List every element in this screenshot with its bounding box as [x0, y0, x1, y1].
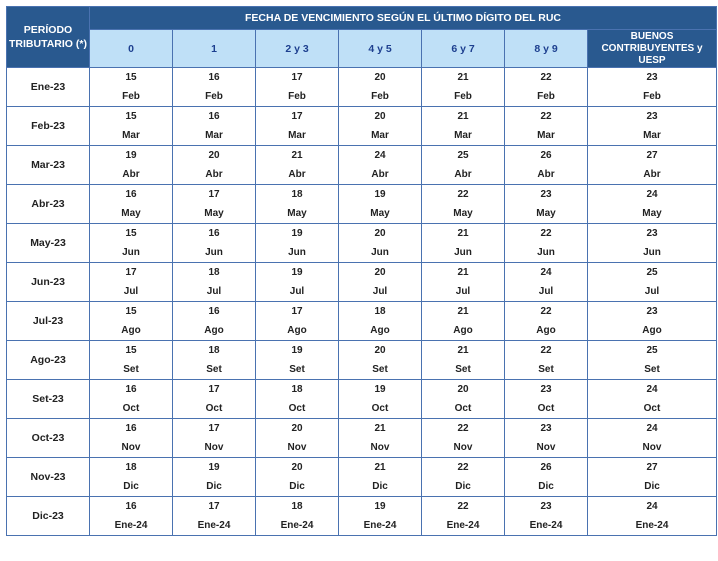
due-month: Jun	[122, 247, 140, 258]
due-date-cell	[173, 107, 256, 146]
due-day: 27	[646, 150, 658, 161]
due-day: 15	[125, 72, 137, 83]
due-day: 18	[208, 345, 220, 356]
period-cell: Abr-23	[7, 185, 90, 224]
due-day: 20	[291, 423, 303, 434]
due-day: 15	[125, 228, 137, 239]
due-month: Ene-24	[529, 520, 563, 531]
due-month: Nov	[287, 442, 307, 453]
due-month: Jun	[454, 247, 472, 258]
due-date-cell	[339, 224, 422, 263]
due-date-group-header: FECHA DE VENCIMIENTO SEGÚN EL ÚLTIMO DÍGITO DEL RUC	[90, 7, 717, 30]
due-day: 16	[208, 306, 220, 317]
due-month: May	[204, 208, 224, 219]
due-day: 17	[291, 111, 303, 122]
due-day: 17	[125, 267, 137, 278]
due-date-cell	[505, 185, 588, 224]
due-day: 22	[457, 423, 469, 434]
column-header-buenos-contribuyentes: BUENOS CONTRIBUYENTES y UESP	[588, 30, 717, 68]
due-month: Ene-24	[363, 520, 397, 531]
due-month: Feb	[122, 91, 140, 102]
period-cell: Ene-23	[7, 68, 90, 107]
due-date-cell	[588, 341, 717, 380]
due-month: Set	[123, 364, 139, 375]
due-date-cell	[505, 107, 588, 146]
due-day: 22	[540, 306, 552, 317]
period-cell: Set-23	[7, 380, 90, 419]
due-day: 20	[457, 384, 469, 395]
due-month: Jun	[288, 247, 306, 258]
due-date-cell	[505, 68, 588, 107]
due-date-cell	[256, 380, 339, 419]
table-row	[7, 380, 717, 419]
due-month: Dic	[123, 481, 139, 492]
due-month: Abr	[122, 169, 140, 180]
due-day: 25	[457, 150, 469, 161]
due-month: Abr	[205, 169, 223, 180]
due-month: Dic	[644, 481, 660, 492]
due-month: Ago	[204, 325, 224, 336]
due-date-cell	[256, 419, 339, 458]
due-date-cell	[256, 146, 339, 185]
due-month: Oct	[122, 403, 140, 414]
due-month: Feb	[454, 91, 472, 102]
period-cell: Ago-23	[7, 341, 90, 380]
column-header-digit-8-9: 8 y 9	[505, 30, 588, 68]
due-date-cell	[339, 419, 422, 458]
due-date-cell	[256, 107, 339, 146]
due-month: Feb	[288, 91, 306, 102]
period-cell: Jun-23	[7, 263, 90, 302]
due-date-cell	[339, 146, 422, 185]
due-month: Abr	[454, 169, 472, 180]
due-day: 23	[540, 384, 552, 395]
due-date-cell	[588, 380, 717, 419]
due-date-cell	[588, 107, 717, 146]
due-month: Mar	[454, 130, 472, 141]
due-date-cell	[90, 497, 173, 536]
due-day: 27	[646, 462, 658, 473]
due-date-cell	[173, 185, 256, 224]
due-month: Set	[289, 364, 305, 375]
due-day: 20	[291, 462, 303, 473]
due-month: Mar	[537, 130, 555, 141]
due-day: 21	[457, 72, 469, 83]
due-month: May	[536, 208, 556, 219]
due-month: Feb	[643, 91, 661, 102]
column-header-digit-0: 0	[90, 30, 173, 68]
due-month: Nov	[536, 442, 556, 453]
due-day: 22	[457, 189, 469, 200]
due-date-cell	[505, 458, 588, 497]
due-date-cell	[505, 380, 588, 419]
due-date-cell	[588, 146, 717, 185]
due-date-cell	[505, 146, 588, 185]
due-date-cell	[256, 497, 339, 536]
due-day: 23	[540, 189, 552, 200]
table-row	[7, 419, 717, 458]
due-month: Dic	[455, 481, 471, 492]
due-date-cell	[256, 224, 339, 263]
due-date-cell	[173, 263, 256, 302]
due-date-cell	[422, 224, 505, 263]
due-date-cell	[90, 107, 173, 146]
due-date-cell	[90, 380, 173, 419]
due-month: Nov	[642, 442, 662, 453]
due-month: Jun	[643, 247, 661, 258]
due-day: 22	[457, 501, 469, 512]
due-day: 19	[291, 267, 303, 278]
due-day: 25	[646, 267, 658, 278]
due-day: 17	[208, 384, 220, 395]
due-month: Abr	[643, 169, 661, 180]
due-date-cell	[588, 419, 717, 458]
due-day: 18	[291, 189, 303, 200]
due-month: Feb	[205, 91, 223, 102]
due-day: 16	[125, 189, 137, 200]
due-date-cell	[422, 263, 505, 302]
due-day: 18	[291, 384, 303, 395]
due-day: 16	[208, 228, 220, 239]
due-day: 15	[125, 345, 137, 356]
due-month: Jun	[205, 247, 223, 258]
due-date-cell	[588, 263, 717, 302]
due-day: 17	[291, 72, 303, 83]
due-month: Jul	[372, 286, 388, 297]
due-date-cell	[422, 458, 505, 497]
due-month: Ago	[453, 325, 473, 336]
due-date-cell	[173, 224, 256, 263]
due-month: Abr	[288, 169, 306, 180]
due-date-cell	[90, 263, 173, 302]
due-month: Mar	[288, 130, 306, 141]
due-month: Set	[206, 364, 222, 375]
due-date-cell	[505, 497, 588, 536]
column-header-digit-4-5: 4 y 5	[339, 30, 422, 68]
due-day: 21	[457, 111, 469, 122]
due-day: 21	[374, 423, 386, 434]
table-row	[7, 341, 717, 380]
due-day: 21	[291, 150, 303, 161]
due-day: 23	[646, 111, 658, 122]
due-month: Ene-24	[446, 520, 480, 531]
due-date-cell	[339, 185, 422, 224]
due-month: Jul	[538, 286, 554, 297]
due-date-cell	[173, 497, 256, 536]
due-month: Ene-24	[635, 520, 669, 531]
column-header-digit-6-7: 6 y 7	[422, 30, 505, 68]
due-date-cell	[422, 185, 505, 224]
due-day: 16	[125, 423, 137, 434]
due-day: 20	[374, 228, 386, 239]
due-day: 24	[646, 501, 658, 512]
due-month: Nov	[121, 442, 141, 453]
due-day: 19	[291, 345, 303, 356]
due-month: Set	[644, 364, 660, 375]
due-month: Nov	[453, 442, 473, 453]
due-month: Oct	[288, 403, 306, 414]
due-day: 24	[646, 423, 658, 434]
due-day: 20	[374, 72, 386, 83]
due-month: Abr	[371, 169, 389, 180]
due-date-cell	[256, 263, 339, 302]
due-date-cell	[90, 341, 173, 380]
due-month: Nov	[204, 442, 224, 453]
period-cell: Jul-23	[7, 302, 90, 341]
column-header-digit-1: 1	[173, 30, 256, 68]
table-row	[7, 302, 717, 341]
due-month: May	[287, 208, 307, 219]
due-day: 23	[540, 501, 552, 512]
due-date-cell	[90, 68, 173, 107]
due-day: 22	[540, 111, 552, 122]
due-day: 22	[540, 345, 552, 356]
due-month: Dic	[289, 481, 305, 492]
due-day: 19	[374, 501, 386, 512]
due-month: May	[370, 208, 390, 219]
schedule-table-container	[6, 6, 717, 536]
due-month: Oct	[537, 403, 555, 414]
period-cell: Nov-23	[7, 458, 90, 497]
due-month: Ago	[370, 325, 390, 336]
due-date-table	[6, 6, 717, 536]
due-date-cell	[256, 185, 339, 224]
due-day: 16	[208, 72, 220, 83]
due-day: 17	[291, 306, 303, 317]
table-row	[7, 497, 717, 536]
due-date-cell	[256, 68, 339, 107]
due-date-cell	[256, 458, 339, 497]
due-day: 20	[208, 150, 220, 161]
due-date-cell	[339, 458, 422, 497]
due-date-cell	[422, 419, 505, 458]
due-day: 21	[374, 462, 386, 473]
header-row-digits	[7, 30, 717, 68]
due-date-cell	[339, 68, 422, 107]
due-month: Set	[538, 364, 554, 375]
due-month: Oct	[643, 403, 661, 414]
due-month: Jul	[644, 286, 660, 297]
due-day: 18	[291, 501, 303, 512]
due-month: Ago	[121, 325, 141, 336]
table-row	[7, 458, 717, 497]
due-day: 17	[208, 189, 220, 200]
header-row-top	[7, 7, 717, 30]
due-date-cell	[588, 224, 717, 263]
due-day: 19	[291, 228, 303, 239]
due-date-cell	[173, 458, 256, 497]
due-month: Mar	[205, 130, 223, 141]
due-day: 23	[646, 228, 658, 239]
due-month: Dic	[206, 481, 222, 492]
due-date-cell	[505, 224, 588, 263]
due-month: Jul	[123, 286, 139, 297]
due-date-cell	[256, 341, 339, 380]
due-month: Ene-24	[114, 520, 148, 531]
due-date-cell	[173, 146, 256, 185]
due-month: Mar	[371, 130, 389, 141]
due-date-cell	[173, 419, 256, 458]
due-date-cell	[505, 263, 588, 302]
due-month: Jul	[206, 286, 222, 297]
due-month: Dic	[372, 481, 388, 492]
due-month: Oct	[371, 403, 389, 414]
due-month: Mar	[643, 130, 661, 141]
due-day: 24	[646, 384, 658, 395]
due-date-cell	[90, 146, 173, 185]
due-day: 18	[374, 306, 386, 317]
due-date-cell	[422, 68, 505, 107]
period-cell: Mar-23	[7, 146, 90, 185]
due-date-cell	[422, 341, 505, 380]
due-day: 26	[540, 462, 552, 473]
due-date-cell	[339, 302, 422, 341]
due-day: 24	[646, 189, 658, 200]
due-day: 18	[208, 267, 220, 278]
due-month: Jun	[371, 247, 389, 258]
due-month: May	[642, 208, 662, 219]
due-day: 19	[374, 384, 386, 395]
due-day: 21	[457, 228, 469, 239]
due-month: Oct	[205, 403, 223, 414]
due-date-cell	[173, 341, 256, 380]
due-date-cell	[339, 263, 422, 302]
due-date-cell	[588, 302, 717, 341]
due-date-cell	[339, 107, 422, 146]
due-month: Oct	[454, 403, 472, 414]
table-row	[7, 107, 717, 146]
due-day: 19	[125, 150, 137, 161]
due-date-cell	[422, 380, 505, 419]
due-month: Mar	[122, 130, 140, 141]
due-date-cell	[422, 302, 505, 341]
table-row	[7, 263, 717, 302]
due-date-cell	[256, 302, 339, 341]
due-date-cell	[173, 380, 256, 419]
due-month: Ago	[536, 325, 556, 336]
due-month: Jul	[455, 286, 471, 297]
due-month: Abr	[537, 169, 555, 180]
due-date-cell	[505, 341, 588, 380]
due-month: May	[121, 208, 141, 219]
due-date-cell	[422, 497, 505, 536]
due-date-cell	[588, 185, 717, 224]
due-day: 19	[374, 189, 386, 200]
due-day: 22	[540, 72, 552, 83]
due-day: 16	[125, 384, 137, 395]
column-header-digit-2-3: 2 y 3	[256, 30, 339, 68]
due-day: 16	[125, 501, 137, 512]
table-row	[7, 224, 717, 263]
due-day: 21	[457, 345, 469, 356]
due-day: 26	[540, 150, 552, 161]
due-month: Ene-24	[197, 520, 231, 531]
due-date-cell	[422, 146, 505, 185]
due-day: 22	[457, 462, 469, 473]
period-cell: May-23	[7, 224, 90, 263]
due-date-cell	[339, 497, 422, 536]
due-date-cell	[422, 107, 505, 146]
due-day: 23	[540, 423, 552, 434]
due-month: Feb	[537, 91, 555, 102]
due-month: May	[453, 208, 473, 219]
due-date-cell	[339, 380, 422, 419]
table-row	[7, 146, 717, 185]
due-date-cell	[90, 302, 173, 341]
due-date-cell	[173, 68, 256, 107]
due-day: 21	[457, 306, 469, 317]
due-day: 22	[540, 228, 552, 239]
due-date-cell	[505, 302, 588, 341]
due-day: 18	[125, 462, 137, 473]
due-month: Set	[372, 364, 388, 375]
due-date-cell	[90, 224, 173, 263]
due-date-cell	[588, 497, 717, 536]
table-header	[7, 7, 717, 68]
period-column-header: PERÍODO TRIBUTARIO (*)	[7, 7, 90, 68]
due-day: 19	[208, 462, 220, 473]
due-month: Ago	[287, 325, 307, 336]
due-day: 20	[374, 111, 386, 122]
table-row	[7, 185, 717, 224]
due-day: 16	[208, 111, 220, 122]
due-date-cell	[173, 302, 256, 341]
due-month: Ene-24	[280, 520, 314, 531]
due-day: 20	[374, 345, 386, 356]
period-cell: Feb-23	[7, 107, 90, 146]
table-body	[7, 68, 717, 536]
due-month: Jun	[537, 247, 555, 258]
due-month: Nov	[370, 442, 390, 453]
due-date-cell	[505, 419, 588, 458]
due-date-cell	[339, 341, 422, 380]
due-day: 21	[457, 267, 469, 278]
due-day: 25	[646, 345, 658, 356]
due-date-cell	[588, 458, 717, 497]
due-month: Dic	[538, 481, 554, 492]
due-day: 23	[646, 306, 658, 317]
due-day: 20	[374, 267, 386, 278]
period-cell: Oct-23	[7, 419, 90, 458]
due-day: 17	[208, 423, 220, 434]
due-date-cell	[90, 458, 173, 497]
due-month: Ago	[642, 325, 662, 336]
due-day: 24	[374, 150, 386, 161]
due-day: 23	[646, 72, 658, 83]
due-month: Set	[455, 364, 471, 375]
table-row	[7, 68, 717, 107]
due-month: Jul	[289, 286, 305, 297]
due-date-cell	[588, 68, 717, 107]
due-month: Feb	[371, 91, 389, 102]
due-day: 15	[125, 111, 137, 122]
due-day: 15	[125, 306, 137, 317]
period-cell: Dic-23	[7, 497, 90, 536]
due-date-cell	[90, 419, 173, 458]
due-day: 24	[540, 267, 552, 278]
due-date-cell	[90, 185, 173, 224]
due-day: 17	[208, 501, 220, 512]
